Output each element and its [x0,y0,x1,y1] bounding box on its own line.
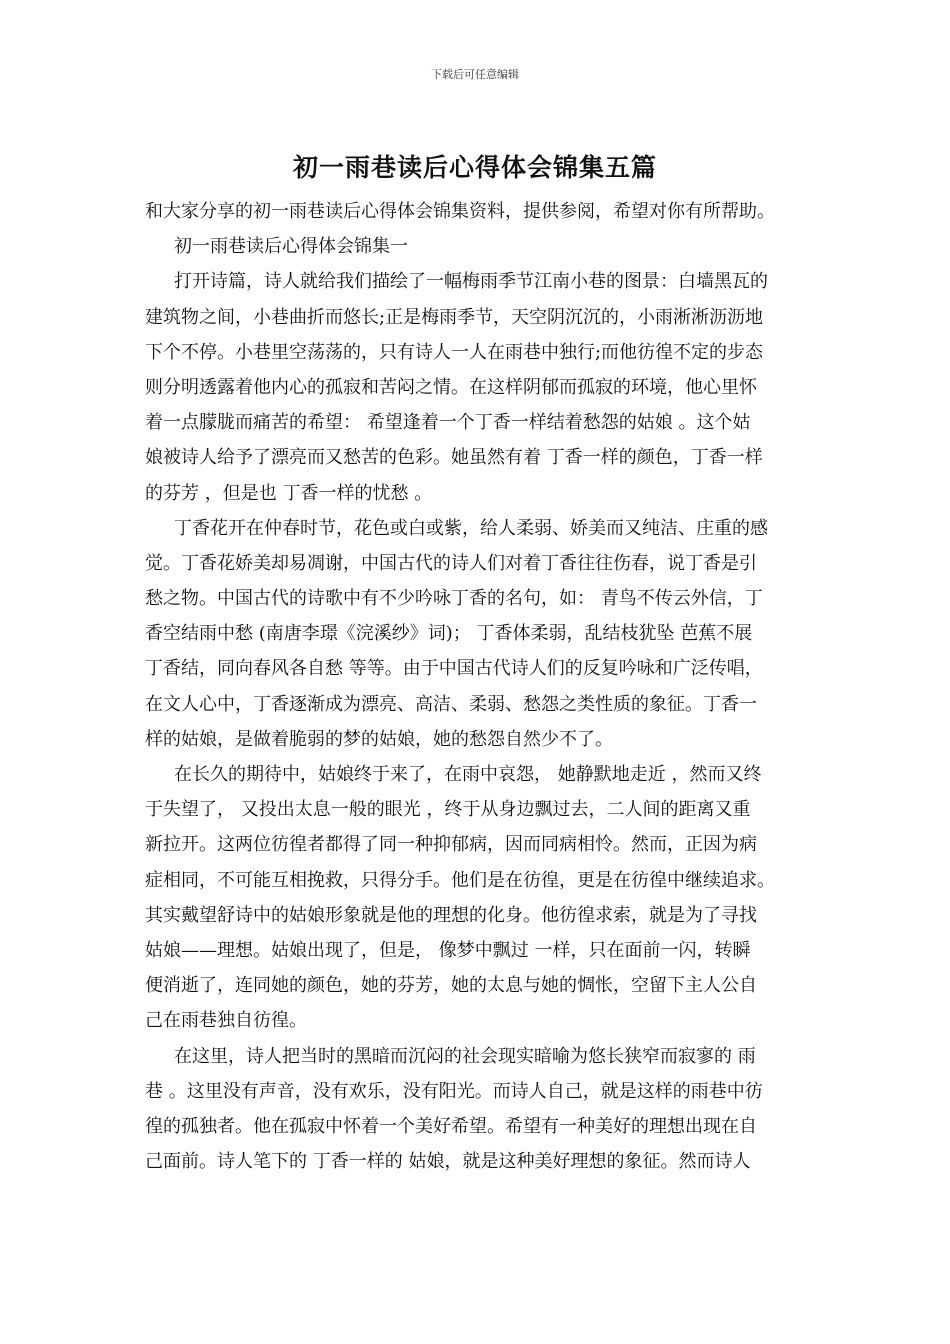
text-line: 建筑物之间，小巷曲折而悠长;正是梅雨季节，天空阴沉沉的，小雨淅淅沥沥地 [145,306,764,328]
text-line: 打开诗篇，诗人就给我们描绘了一幅梅雨季节江南小巷的图景：白墙黑瓦的 [174,271,768,293]
text-line: 则分明透露着他内心的孤寂和苦闷之情。在这样阴郁而孤寂的环境，他心里怀 [145,376,757,398]
text-line: 娘被诗人给予了漂亮而又愁苦的色彩。她虽然有着 丁香一样的颜色，丁香一样 [145,447,763,469]
text-line: 于失望了， 又投出太息一般的眼光 ，终于从身边飘过去，二人间的距离又重 [145,799,751,821]
text-line: 下个不停。小巷里空荡荡的，只有诗人一人在雨巷中独行;而他彷徨不定的步态 [145,341,764,363]
text-line: 丁香花开在仲春时节，花色或白或紫，给人柔弱、娇美而又纯洁、庄重的感 [174,517,768,539]
text-line: 姑娘——理想。姑娘出现了，但是， 像梦中飘过 一样，只在面前一闪，转瞬 [145,939,751,961]
text-line: 在长久的期待中，姑娘终于来了，在雨中哀怨， 她静默地走近 ，然而又终 [174,764,762,785]
text-line: 己在雨巷独自彷徨。 [145,1010,307,1032]
page-header-note: 下载后可任意编辑 [431,68,519,81]
text-line: 徨的孤独者。他在孤寂中怀着一个美好希望。希望有一种美好的理想出现在自 [145,1115,757,1137]
text-line: 样的姑娘，是做着脆弱的梦的姑娘，她的愁怨自然少不了。 [145,728,613,750]
text-line: 丁香结，同向春风各自愁 等等。由于中国古代诗人们的反复吟咏和广泛传唱， [145,658,763,680]
text-line: 觉。丁香花娇美却易凋谢，中国古代的诗人们对着丁香往往伤春，说丁香是引 [145,552,757,574]
text-line: 和大家分享的初一雨巷读后心得体会锦集资料，提供参阅，希望对你有所帮助。 [145,201,775,222]
document-title: 初一雨巷读后心得体会锦集五篇 [292,153,657,182]
text-line: 在文人心中，丁香逐渐成为漂亮、高洁、柔弱、愁怨之类性质的象征。丁香一 [145,693,757,715]
text-line: 着一点朦胧而痛苦的希望： 希望逢着一个丁香一样结着愁怨的姑娘 。这个姑 [145,412,751,434]
text-line: 便消逝了，连同她的颜色，她的芬芳，她的太息与她的惆怅，空留下主人公自 [145,975,757,997]
text-line: 症相同，不可能互相挽救，只得分手。他们是在彷徨，更是在彷徨中继续追求。 [145,869,775,891]
text-line: 新拉开。这两位彷徨者都得了同一种抑郁病，因而同病相怜。然而，正因为病 [145,834,757,856]
text-line: 己面前。诗人笔下的 丁香一样的 姑娘，就是这种美好理想的象征。然而诗人 [145,1151,751,1173]
text-line: 巷 。这里没有声音，没有欢乐，没有阳光。而诗人自己，就是这样的雨巷中彷 [145,1080,763,1102]
text-line: 愁之物。中国古代的诗歌中有不少吟咏丁香的名句，如： 青鸟不传云外信，丁 [145,588,763,610]
text-line: 其实戴望舒诗中的姑娘形象就是他的理想的化身。他彷徨求索，就是为了寻找 [145,904,757,926]
text-line: 的芬芳 ，但是也 丁香一样的忧愁 。 [145,482,433,504]
document-body [145,194,810,1179]
text-line: 初一雨巷读后心得体会锦集一 [174,236,408,258]
text-line: 香空结雨中愁 (南唐李璟《浣溪纱》词)； 丁香体柔弱，乱结枝犹坠 芭蕉不展 [145,623,753,645]
text-line: 在这里，诗人把当时的黑暗而沉闷的社会现实暗喻为悠长狭窄而寂寥的 雨 [174,1045,756,1067]
